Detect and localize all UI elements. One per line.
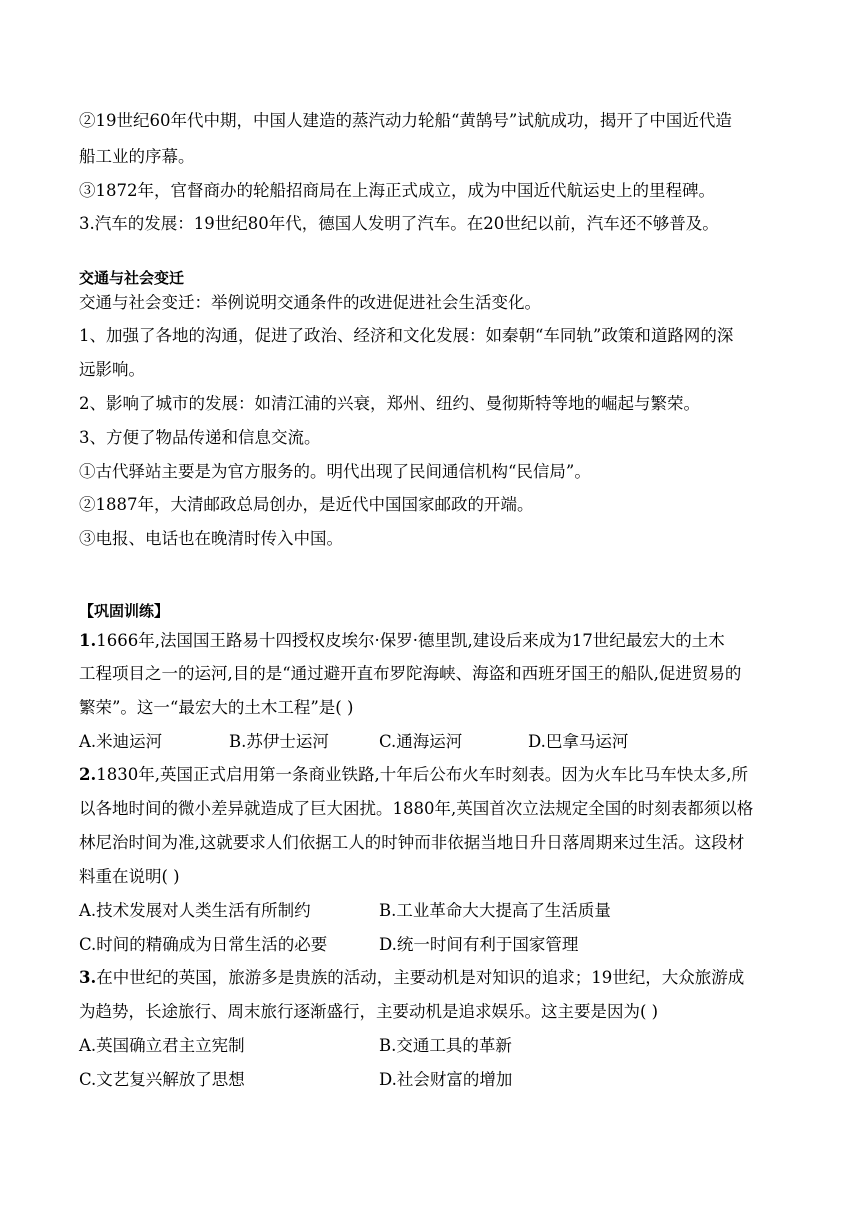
question-1-option-b: B.苏伊士运河 <box>229 732 329 751</box>
section-point-2: 2、影响了城市的发展：如清江浦的兴衰，郑州、纽约、曼彻斯特等地的崛起与繁荣。 <box>79 394 700 413</box>
section-point-3: 3、方便了物品传递和信息交流。 <box>79 428 321 447</box>
question-3-options-row-1 <box>0 1035 860 1057</box>
question-1-option-a: A.米迪运河 <box>79 732 163 751</box>
question-3-line-2: 为趋势，长途旅行、周末旅行逐渐盛行，主要动机是追求娱乐。这主要是因为( ) <box>79 1002 659 1021</box>
question-2-option-b: B.工业革命大大提高了生活质量 <box>379 901 611 920</box>
question-2-line-1: 2.1830年,英国正式启用第一条商业铁路,十年后公布火车时刻表。因为火车比马车快太多,所 <box>79 765 748 784</box>
question-2-line-3: 林尼治时间为准,这就要求人们依据工人的时钟而非依据当地日升日落周期来过生活。这段材 <box>79 833 745 852</box>
section-sub-3: ③电报、电话也在晚清时传入中国。 <box>79 529 343 548</box>
section-sub-2: ②1887年，大清邮政总局创办，是近代中国国家邮政的开端。 <box>79 495 534 514</box>
question-1-line-2: 工程项目之一的运河,目的是“通过避开直布罗陀海峡、海盗和西班牙国王的船队,促进贸易的 <box>79 664 742 683</box>
question-2-line-2: 以各地时间的微小差异就造成了巨大困扰。1880年,英国首次立法规定全国的时刻表都须以格 <box>79 799 754 818</box>
section-sub-1: ①古代驿站主要是为官方服务的。明代出现了民间通信机构“民信局”。 <box>79 462 591 481</box>
question-3-option-b: B.交通工具的革新 <box>379 1036 512 1055</box>
note-car: 3.汽车的发展：19世纪80年代，德国人发明了汽车。在20世纪以前，汽车还不够普及。 <box>79 214 719 233</box>
question-2-options-row-2 <box>0 934 860 956</box>
section-point-1: 1、加强了各地的沟通，促进了政治、经济和文化发展：如秦朝“车同轨”政策和道路网的深 <box>79 326 734 345</box>
question-2-option-a: A.技术发展对人类生活有所制约 <box>79 901 311 920</box>
section-point-1-cont: 远影响。 <box>79 360 145 379</box>
question-2-line-4: 料重在说明( ) <box>79 867 180 886</box>
section-intro: 交通与社会变迁：举例说明交通条件的改进促进社会生活变化。 <box>79 293 541 312</box>
question-1-number: 1. <box>79 631 97 650</box>
question-1-option-d: D.巴拿马运河 <box>528 732 629 751</box>
question-1-line-3: 繁荣”。这一“最宏大的土木工程”是( ) <box>79 698 354 717</box>
question-3-options-row-2 <box>0 1069 860 1091</box>
question-3-line-1: 3.在中世纪的英国，旅游多是贵族的活动，主要动机是对知识的追求；19世纪，大众旅游成 <box>79 968 745 987</box>
question-3-option-c: C.文艺复兴解放了思想 <box>79 1070 245 1089</box>
note-item-2: ②19世纪60年代中期，中国人建造的蒸汽动力轮船“黄鹄号”试航成功，揭开了中国近代造 <box>79 111 732 130</box>
question-2-number: 2. <box>79 765 97 784</box>
question-1-option-c: C.通海运河 <box>379 732 463 751</box>
note-item-2-cont: 船工业的序幕。 <box>79 147 195 166</box>
question-3-option-a: A.英国确立君主立宪制 <box>79 1036 245 1055</box>
question-1-line-1: 1.1666年,法国国王路易十四授权皮埃尔·保罗·德里凯,建设后来成为17世纪最宏大的土木 <box>79 631 725 650</box>
question-2-option-c: C.时间的精确成为日常生活的必要 <box>79 935 328 954</box>
question-2-option-d: D.统一时间有利于国家管理 <box>379 935 579 954</box>
practice-heading: 【巩固训练】 <box>79 602 170 620</box>
question-2-options-row-1 <box>0 900 860 922</box>
question-3-number: 3. <box>79 968 97 987</box>
question-3-option-d: D.社会财富的增加 <box>379 1070 513 1089</box>
section-heading: 交通与社会变迁 <box>79 269 185 287</box>
question-1-options <box>0 731 860 753</box>
note-item-3: ③1872年，官督商办的轮船招商局在上海正式成立，成为中国近代航运史上的里程碑。 <box>79 181 715 200</box>
